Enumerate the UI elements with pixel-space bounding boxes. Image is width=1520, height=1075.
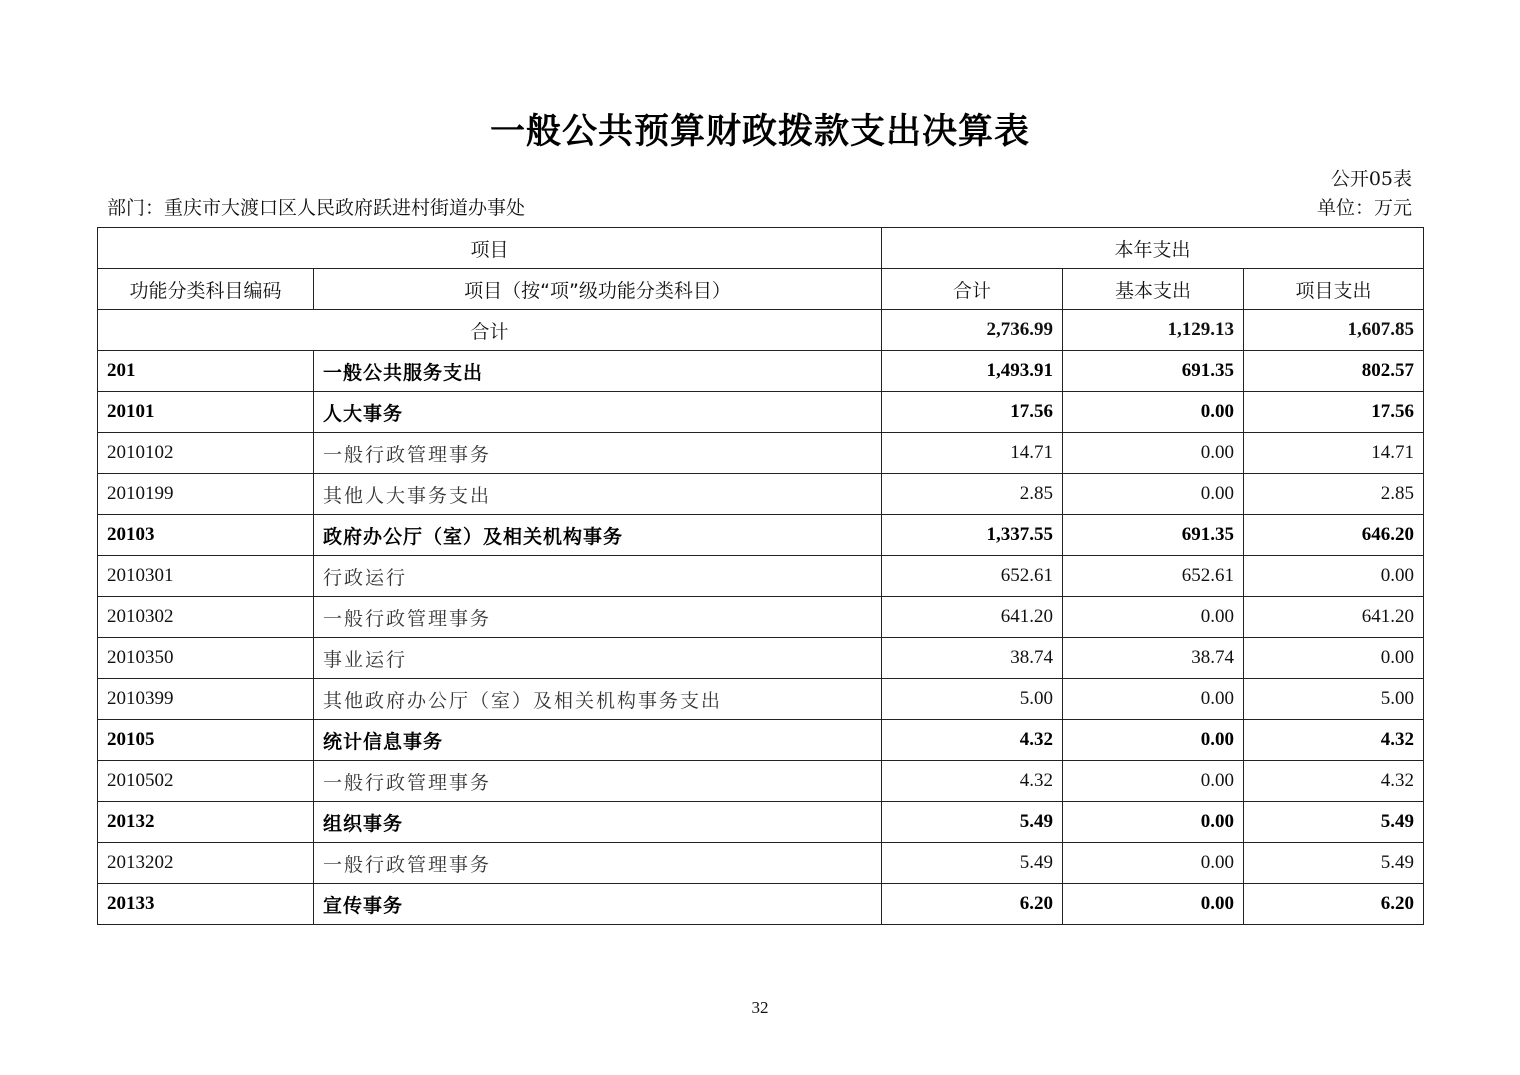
row-code: 20105 [98, 720, 314, 761]
table-row [98, 638, 1424, 679]
row-total: 17.56 [882, 392, 1063, 433]
row-name: 组织事务 [314, 802, 882, 843]
row-basic: 0.00 [1063, 679, 1244, 720]
row-project: 17.56 [1244, 392, 1424, 433]
row-basic: 0.00 [1063, 474, 1244, 515]
row-code: 2010350 [98, 638, 314, 679]
row-code: 201 [98, 351, 314, 392]
row-basic: 0.00 [1063, 720, 1244, 761]
table-row [98, 884, 1424, 925]
budget-table [97, 227, 1424, 925]
row-total: 5.00 [882, 679, 1063, 720]
row-basic: 652.61 [1063, 556, 1244, 597]
row-project: 2.85 [1244, 474, 1424, 515]
header-total: 合计 [882, 269, 1063, 310]
row-name: 人大事务 [314, 392, 882, 433]
header-item: 项目（按“项”级功能分类科目） [314, 269, 882, 310]
row-total: 2.85 [882, 474, 1063, 515]
total-project: 1,607.85 [1244, 310, 1424, 351]
row-project: 6.20 [1244, 884, 1424, 925]
table-row [98, 597, 1424, 638]
header-code: 功能分类科目编码 [98, 269, 314, 310]
table-row [98, 392, 1424, 433]
row-basic: 0.00 [1063, 597, 1244, 638]
row-total: 4.32 [882, 761, 1063, 802]
table-row [98, 679, 1424, 720]
total-sum: 2,736.99 [882, 310, 1063, 351]
row-code: 20101 [98, 392, 314, 433]
page-number: 32 [751, 998, 769, 1017]
row-basic: 0.00 [1063, 884, 1244, 925]
row-project: 0.00 [1244, 638, 1424, 679]
row-basic: 0.00 [1063, 392, 1244, 433]
row-basic: 0.00 [1063, 761, 1244, 802]
row-project: 14.71 [1244, 433, 1424, 474]
row-total: 5.49 [882, 843, 1063, 884]
row-name: 其他人大事务支出 [314, 474, 882, 515]
row-total: 641.20 [882, 597, 1063, 638]
table-row [98, 351, 1424, 392]
row-code: 2010502 [98, 761, 314, 802]
table-row [98, 843, 1424, 884]
row-code: 20103 [98, 515, 314, 556]
row-name: 一般行政管理事务 [314, 433, 882, 474]
page-title: 一般公共预算财政拨款支出决算表 [489, 112, 1030, 152]
row-basic: 38.74 [1063, 638, 1244, 679]
unit-label: 单位：万元 [1316, 197, 1412, 219]
table-row [98, 802, 1424, 843]
row-code: 2013202 [98, 843, 314, 884]
row-project: 641.20 [1244, 597, 1424, 638]
row-total: 14.71 [882, 433, 1063, 474]
row-name: 政府办公厅（室）及相关机构事务 [314, 515, 882, 556]
row-name: 统计信息事务 [314, 720, 882, 761]
row-total: 1,337.55 [882, 515, 1063, 556]
row-name: 其他政府办公厅（室）及相关机构事务支出 [314, 679, 882, 720]
row-name: 一般行政管理事务 [314, 843, 882, 884]
row-name: 行政运行 [314, 556, 882, 597]
table-row [98, 515, 1424, 556]
table-row [98, 433, 1424, 474]
row-basic: 691.35 [1063, 515, 1244, 556]
table-row [98, 720, 1424, 761]
row-project: 646.20 [1244, 515, 1424, 556]
row-project: 4.32 [1244, 761, 1424, 802]
row-code: 2010399 [98, 679, 314, 720]
header-row-2 [98, 269, 1424, 310]
total-basic: 1,129.13 [1063, 310, 1244, 351]
header-project: 项目 [98, 228, 882, 269]
row-code: 2010302 [98, 597, 314, 638]
row-project: 5.49 [1244, 802, 1424, 843]
header-basic: 基本支出 [1063, 269, 1244, 310]
row-name: 事业运行 [314, 638, 882, 679]
table-row [98, 761, 1424, 802]
table-row [98, 556, 1424, 597]
row-code: 20133 [98, 884, 314, 925]
total-row [98, 310, 1424, 351]
header-current-year-expense: 本年支出 [882, 228, 1424, 269]
row-name: 一般公共服务支出 [314, 351, 882, 392]
row-code: 20132 [98, 802, 314, 843]
row-total: 6.20 [882, 884, 1063, 925]
row-code: 2010102 [98, 433, 314, 474]
row-name: 宣传事务 [314, 884, 882, 925]
row-total: 5.49 [882, 802, 1063, 843]
row-total: 1,493.91 [882, 351, 1063, 392]
total-label: 合计 [98, 310, 882, 351]
row-total: 38.74 [882, 638, 1063, 679]
row-project: 4.32 [1244, 720, 1424, 761]
row-code: 2010301 [98, 556, 314, 597]
department-label: 部门：重庆市大渡口区人民政府跃进村街道办事处 [107, 197, 526, 219]
row-basic: 0.00 [1063, 843, 1244, 884]
row-name: 一般行政管理事务 [314, 761, 882, 802]
row-basic: 0.00 [1063, 802, 1244, 843]
row-name: 一般行政管理事务 [314, 597, 882, 638]
header-row-1 [98, 228, 1424, 269]
row-project: 0.00 [1244, 556, 1424, 597]
row-total: 4.32 [882, 720, 1063, 761]
row-basic: 0.00 [1063, 433, 1244, 474]
row-code: 2010199 [98, 474, 314, 515]
row-total: 652.61 [882, 556, 1063, 597]
form-number: 公开05表 [1330, 168, 1412, 190]
row-project: 802.57 [1244, 351, 1424, 392]
row-basic: 691.35 [1063, 351, 1244, 392]
row-project: 5.00 [1244, 679, 1424, 720]
table-row [98, 474, 1424, 515]
header-project-expense: 项目支出 [1244, 269, 1424, 310]
row-project: 5.49 [1244, 843, 1424, 884]
